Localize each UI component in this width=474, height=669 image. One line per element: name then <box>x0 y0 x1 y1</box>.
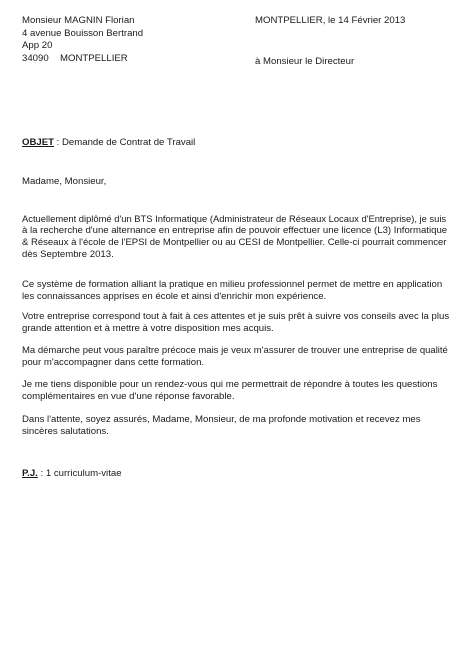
paragraph-line: & Réseaux à l'école de l'EPSI de Montpellier ou au CESI de Montpellier. Celle-ci pourrait commencer <box>22 237 447 248</box>
paragraph-line: les connaissances apprises en école et ainsi d'enrichir mon expérience. <box>22 291 327 302</box>
sender-apartment: App 20 <box>22 40 53 51</box>
paragraph-training <box>22 279 450 303</box>
sender-street: 4 avenue Bouisson Bertrand <box>22 27 144 39</box>
recipient: à Monsieur le Directeur <box>255 56 355 67</box>
attachments-line <box>22 468 122 480</box>
paragraph-line: à la recherche d'une alternance en entreprise afin de pouvoir effectuer une licence (L3) Informatique <box>22 225 448 236</box>
salutation: Madame, Monsieur, <box>22 176 107 187</box>
subject-text: : Demande de Contrat de Travail <box>54 137 196 148</box>
paragraph-company <box>22 311 450 335</box>
sender-address-block <box>22 15 222 65</box>
paragraph-availability <box>22 379 450 403</box>
paragraph-closing <box>22 414 450 438</box>
paragraph-line: Ma démarche peut vous paraître précoce mais je veux m'assurer de trouver une entreprise de qualité <box>22 345 448 356</box>
attachments-text: : 1 curriculum-vitae <box>37 468 122 479</box>
paragraph-intro <box>22 213 450 261</box>
sender-name: Monsieur MAGNIN Florian <box>22 15 135 26</box>
attachments-label: P.J. <box>22 468 38 479</box>
paragraph-line: sincères salutations. <box>22 426 109 437</box>
subject-label: OBJET <box>22 137 54 148</box>
paragraph-line: Actuellement diplômé d'un BTS Informatique (Administrateur de Réseaux Locaux d'Entreprise), je suis <box>22 213 447 224</box>
paragraph-line: Ce système de formation alliant la pratique en milieu professionnel permet de mettre en application <box>22 279 443 290</box>
paragraph-approach <box>22 345 450 369</box>
paragraph-line: Dans l'attente, soyez assurés, Madame, Monsieur, de ma profonde motivation et recevez mes <box>22 414 421 425</box>
paragraph-line: complémentaires en vue d'une réponse favorable. <box>22 391 235 402</box>
sender-city: MONTPELLIER <box>60 52 128 64</box>
sender-city-line <box>22 53 222 66</box>
paragraph-line: Votre entreprise correspond tout à fait à ces attentes et je suis prêt à suivre vos conseils avec la plus <box>22 311 450 322</box>
paragraph-line: pour m'accompagner dans cette formation. <box>22 357 205 368</box>
subject-line <box>22 137 195 149</box>
sender-postal-code: 34090 <box>22 52 49 64</box>
place-and-date: MONTPELLIER, le 14 Février 2013 <box>255 15 406 26</box>
paragraph-line: grande attention et à mettre à votre disposition mes acquis. <box>22 323 274 334</box>
paragraph-line: Je me tiens disponible pour un rendez-vous qui me permettrait de répondre à toutes les questions <box>22 379 438 390</box>
paragraph-line: dès Septembre 2013. <box>22 249 114 260</box>
